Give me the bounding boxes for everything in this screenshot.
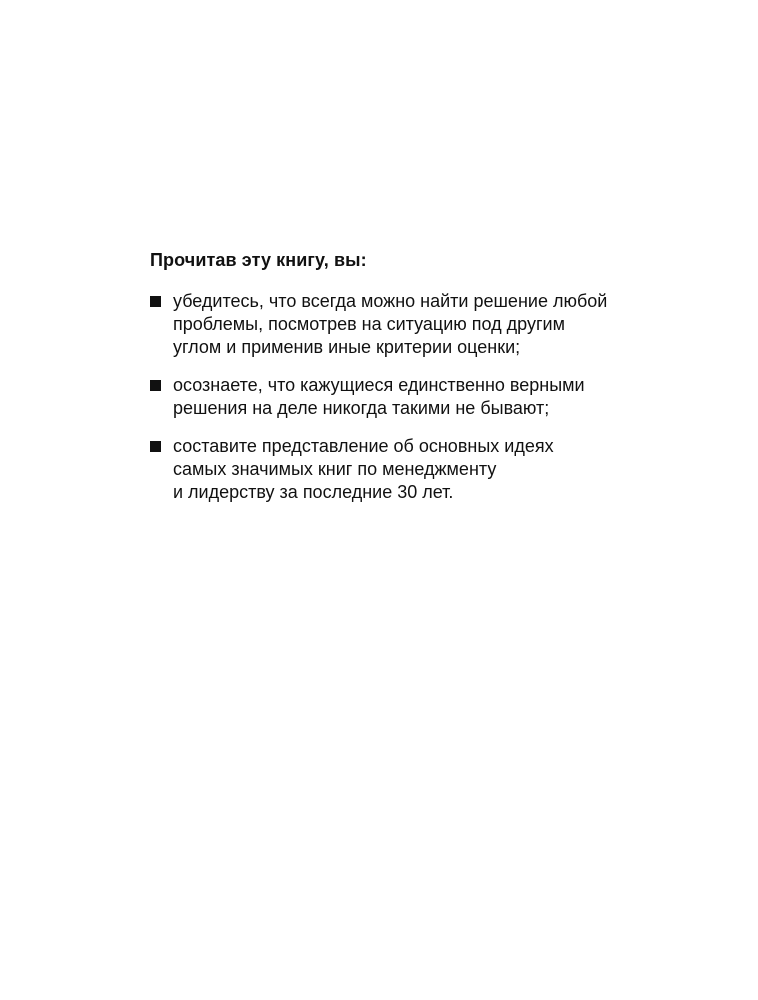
list-item-line: убедитесь, что всегда можно найти решение любой — [173, 291, 608, 311]
benefits-list — [150, 290, 650, 504]
list-item-line: проблемы, посмотрев на ситуацию под другим — [173, 314, 565, 334]
square-bullet-icon — [150, 441, 161, 452]
list-item — [150, 374, 650, 420]
list-item-line: самых значимых книг по менеджменту — [173, 459, 497, 479]
list-item — [150, 435, 650, 504]
list-item-line: и лидерству за последние 30 лет. — [173, 482, 454, 502]
list-item-line: решения на деле никогда такими не бывают; — [173, 398, 550, 418]
list-item — [150, 290, 650, 359]
square-bullet-icon — [150, 380, 161, 391]
square-bullet-icon — [150, 296, 161, 307]
page-heading: Прочитав эту книгу, вы: — [150, 250, 367, 270]
list-item-line: составите представление об основных идеях — [173, 436, 554, 456]
page-content — [150, 248, 650, 519]
list-item-line: осознаете, что кажущиеся единственно верными — [173, 375, 585, 395]
list-item-line: углом и применив иные критерии оценки; — [173, 337, 521, 357]
